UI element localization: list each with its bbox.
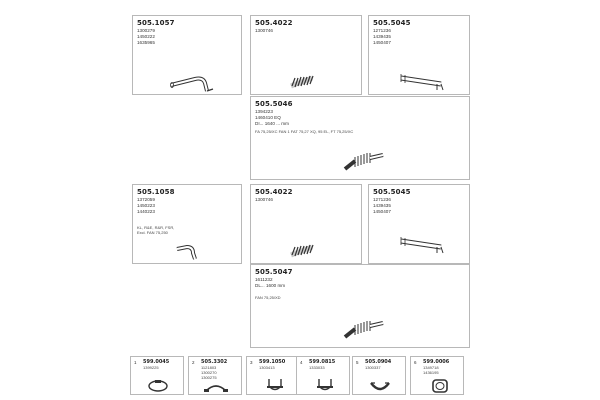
part-number: 599.0815 (309, 359, 336, 365)
part-number: 505.5047 (255, 268, 293, 276)
reference-number: 1372059 (137, 197, 155, 202)
reference-number: 1450223 (137, 203, 155, 208)
reference-list (255, 277, 285, 289)
part-number: 505.4022 (255, 188, 293, 196)
reference-number: DL... 1600 mm (255, 283, 286, 288)
part-number: 505.5046 (255, 100, 293, 108)
reference-number: 1440223 (137, 209, 155, 214)
reference-list (423, 366, 439, 376)
small-part-card-4[interactable] (296, 356, 350, 395)
reference-number: 1349718 (423, 365, 439, 370)
part-number: 505.5045 (373, 19, 411, 27)
exhaust-elbow-pipe-drawing (169, 71, 217, 97)
reference-list (137, 197, 155, 215)
small-part-card-2[interactable] (188, 356, 242, 395)
part-number: 599.0045 (143, 359, 170, 365)
application-note: FA 75,25/XC FAN 1 FAT 75,27 XQ, 95 EL, FT 75,25/XC (255, 129, 354, 134)
reference-number: 1450407 (373, 209, 391, 214)
reference-number: 1436195 (423, 369, 439, 375)
part-number: 505.3302 (201, 359, 228, 365)
item-index: 4 (300, 360, 303, 365)
part-card-505-4022-2[interactable] (250, 184, 362, 264)
reference-number: DI... 1640 ... mm (255, 121, 289, 126)
item-index: 5 (356, 360, 359, 365)
reference-number: 1303413 (259, 365, 275, 370)
reference-number: 1399225 (143, 365, 159, 370)
reference-list (365, 366, 381, 371)
flex-pipe-assembly-drawing (341, 315, 387, 343)
flex-pipe-drawing (289, 74, 319, 90)
reference-number: 1300270 (201, 369, 217, 375)
reference-number: 1300275 (201, 374, 217, 380)
part-card-505-5047[interactable] (250, 264, 470, 348)
application-note: FAN 75,25/XD (255, 295, 281, 300)
item-index: 2 (192, 360, 195, 365)
reference-number: 1121803 (201, 365, 217, 370)
part-card-505-5045[interactable] (368, 15, 470, 95)
small-part-card-1[interactable] (130, 356, 184, 395)
reference-list (255, 197, 273, 203)
clamp-bracket-drawing (203, 381, 229, 393)
small-part-card-3[interactable] (246, 356, 300, 395)
reference-number: 1635965 (137, 40, 155, 45)
part-number: 505.0904 (365, 359, 392, 365)
exhaust-pipe-with-bracket-drawing (397, 229, 449, 255)
reference-number: 1271236 (373, 28, 391, 33)
item-index: 3 (250, 360, 253, 365)
exhaust-pipe-with-bracket-drawing (397, 66, 449, 92)
reference-number: 1460410 EQ (255, 115, 281, 120)
reference-list (255, 28, 273, 34)
part-card-505-4022[interactable] (250, 15, 362, 95)
small-part-card-5[interactable] (352, 356, 406, 395)
reference-list (373, 197, 391, 215)
flex-pipe-assembly-drawing (341, 147, 387, 175)
reference-number: 1450407 (373, 40, 391, 45)
u-bolt-clamp-drawing (265, 377, 285, 393)
part-number: 599.0006 (423, 359, 450, 365)
item-index: 1 (134, 360, 137, 365)
part-number: 505.5045 (373, 188, 411, 196)
reference-number: 1300279 (137, 28, 155, 33)
part-card-505-5046[interactable] (250, 96, 470, 180)
pipe-clamp-drawing (147, 379, 169, 393)
reference-list (373, 28, 391, 46)
reference-number: 1439435 (373, 34, 391, 39)
reference-number: 1611232 (255, 277, 273, 282)
part-number: 599.1050 (259, 359, 286, 365)
small-part-card-6[interactable] (410, 356, 464, 395)
reference-number: 1271236 (373, 197, 391, 202)
reference-number: 1300746 (255, 28, 273, 33)
reference-list (259, 366, 275, 371)
item-index: 6 (414, 360, 417, 365)
part-card-505-1057[interactable] (132, 15, 242, 95)
reference-number: 1333033 (309, 365, 325, 370)
part-number: 505.4022 (255, 19, 293, 27)
part-card-505-1058[interactable] (132, 184, 242, 264)
reference-number: 1394223 (255, 109, 273, 114)
application-note: KL, R&E, R&R, FSR, (137, 225, 175, 230)
reference-list (137, 28, 155, 46)
reference-list (143, 366, 159, 371)
half-shell-clamp-drawing (369, 379, 391, 393)
reference-number: 1300746 (255, 197, 273, 202)
u-bolt-clamp-drawing (315, 377, 335, 393)
exhaust-bend-pipe-drawing (173, 241, 203, 263)
flex-pipe-drawing (289, 243, 319, 259)
reference-list (255, 109, 289, 127)
reference-number: 1450222 (137, 34, 155, 39)
reference-number: 1300337 (365, 365, 381, 370)
part-card-505-5045-2[interactable] (368, 184, 470, 264)
gasket-ring-drawing (431, 378, 449, 394)
part-number: 505.1057 (137, 19, 175, 27)
part-number: 505.1058 (137, 188, 175, 196)
reference-list (309, 366, 325, 371)
application-note: Excl. FAN 75,250 (137, 230, 168, 235)
reference-number: 1439435 (373, 203, 391, 208)
reference-list (201, 366, 217, 380)
